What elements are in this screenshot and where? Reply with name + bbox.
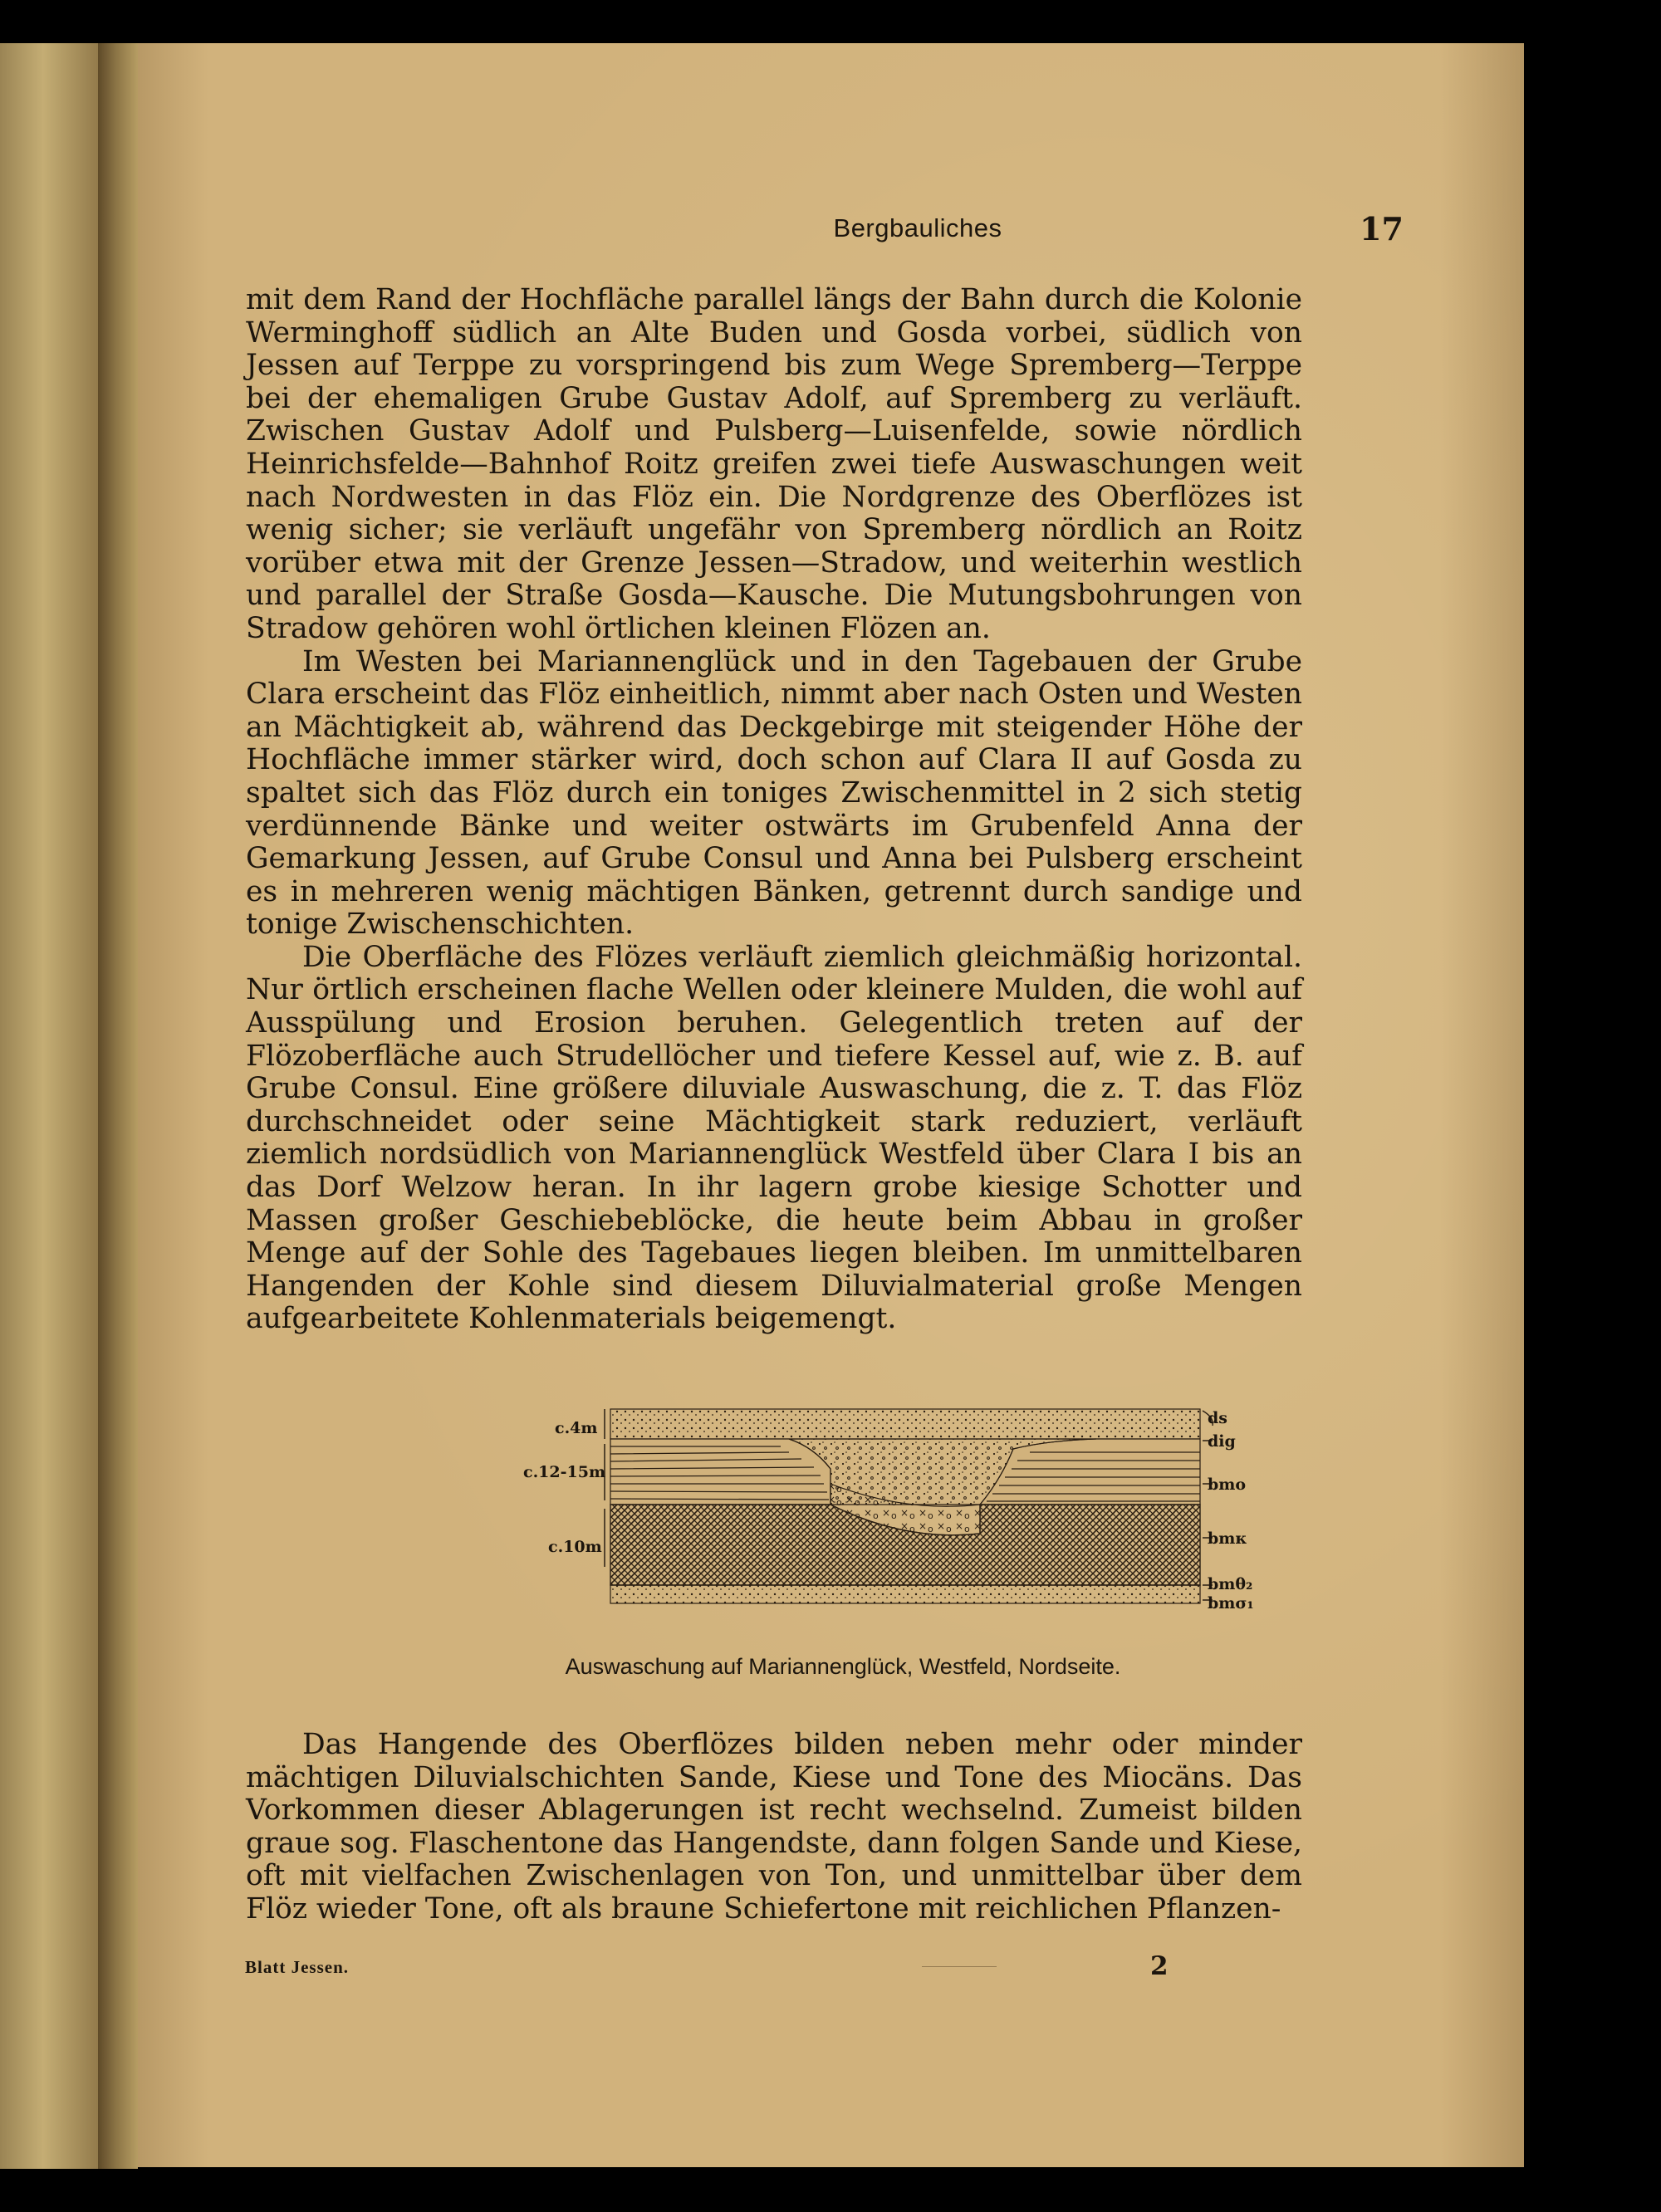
layer-bottom-sand [610,1585,1200,1603]
legend-bm02: bmθ₂ [1208,1575,1253,1593]
binding-gutter [98,43,138,2169]
footer-sheet-number: 2 [1150,1951,1169,1981]
layer-diluvial-sand [610,1409,1200,1439]
page-header [241,210,1404,263]
body-text-upper [246,284,1302,1336]
running-title: Bergbauliches [833,213,1002,242]
body-text-lower [246,1729,1302,1926]
paragraph-3: Die Oberfläche des Flözes verläuft ziemlich gleichmäßig horizontal. Nur örtlich erscheinen flache Wellen oder kleinere Mulden, die wohl auf Ausspülung und Erosion beruhen. Gelegentlich treten auf der Flözoberfläche auch Strudellöcher und tiefere Kessel auf, wie z. B. auf Grube Consul. Eine größere diluviale Auswaschung, die z. T. das Flöz durchschneidet oder seine Mächtigkeit stark reduziert, verläuft ziemlich nordsüdlich von Mariannenglück Westfeld über Clara I bis an das Dorf Welzow heran. In ihr lagern grobe kiesige Schotter und Massen großer Geschiebeblöcke, die heute beim Abbau in großer Menge auf der Sohle des Tagebaues liegen bleiben. Im unmittelbaren Hangenden der Kohle sind diesem Diluvialmaterial große Mengen aufgearbeitete Kohlenmaterials beigemengt. [246,940,1302,1336]
figure-caption: Auswaschung auf Mariannenglück, Westfeld, Nordseite. [565,1654,1121,1679]
depth-label-bottom: c.10m [548,1538,602,1556]
legend-dig: dig [1208,1432,1236,1451]
previous-page-edge [0,43,108,2169]
paragraph-1: mit dem Rand der Hochfläche parallel längs der Bahn durch die Kolonie Werminghoff südlich an Alte Buden und Gosda vorbei, südlich von Jessen auf Terppe zu vorspringend bis zum Wege Spremberg—Terppe bei der ehemaligen Grube Gustav Adolf, auf Spremberg zu verläuft. Zwischen Gustav Adolf und Pulsberg—Luisenfelde, sowie nördlich Heinrichsfelde—Bahnhof Roitz greifen zwei tiefe Auswaschungen weit nach Nordwesten in das Flöz ein. Die Nordgrenze des Oberflözes ist wenig sicher; sie verläuft ungefähr von Spremberg nördlich an Roitz vorüber etwa mit der Grenze Jessen—Stradow, und weiterhin westlich und parallel der Straße Gosda—Kausche. Die Mutungsbohrungen von Stradow gehören wohl örtlichen kleinen Flözen an. [246,283,1302,645]
book-page [125,43,1524,2167]
paragraph-2: Im Westen bei Mariannenglück und in den Tagebauen der Grube Clara erscheint das Flöz einheitlich, nimmt aber nach Osten und Westen an Mächtigkeit ab, während das Deckgebirge mit steigender Höhe der Hochfläche immer stärker wird, doch schon auf Clara II auf Gosda zu spaltet sich das Flöz durch ein toniges Zwischenmittel in 2 sich stetig verdünnende Bänke und weiter ostwärts im Grubenfeld Anna der Gemarkung Jessen, auf Grube Consul und Anna bei Pulsberg erscheint es in mehreren wenig mächtigen Bänken, getrennt durch sandige und tonige Zwischenschichten. [246,644,1302,942]
legend-bms1: bmσ₁ [1208,1594,1254,1613]
paragraph-4: Das Hangende des Oberflözes bilden neben mehr oder minder mächtigen Diluvialschichten Sande, Kiese und Tone des Miocäns. Das Vorkommen dieser Ablagerungen ist recht wechselnd. Zumeist bilden graue sog. Flaschentone das Hangendste, dann folgen Sande und Kiese, oft mit vielfachen Zwischenlagen von Ton, und unmittelbar über dem Flöz wieder Tone, oft als braune Schiefertone mit reichlichen Pflanzen- [246,1728,1302,1926]
depth-label-top: c.4m [555,1419,598,1437]
footer-signature: Blatt Jessen. [245,1957,349,1977]
legend-bmo: bmo [1208,1475,1247,1494]
legend-ds: ds [1208,1409,1227,1427]
section-diagram [515,1401,1262,1617]
depth-label-middle: c.12-15m [523,1463,606,1481]
legend-bmk: bmκ [1208,1529,1247,1548]
footer-rule [922,1966,997,1967]
geological-section-figure [515,1401,1262,1617]
page-number: 17 [1360,210,1404,247]
